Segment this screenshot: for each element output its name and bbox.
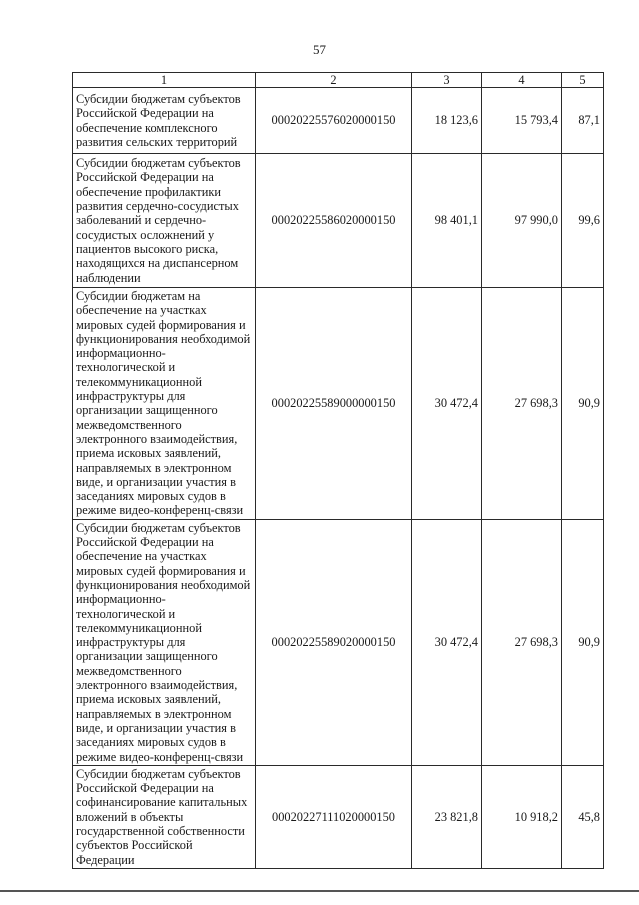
budget-table <box>72 72 604 869</box>
row-name: Субсидии бюджетам субъектов Российской Федерации на обеспечение профилактики развития сердечно-сосудистых заболеваний и сердечно-сосудистых осложнений у пациентов высокого риска, находящихся на диспансерном наблюдении <box>73 154 256 288</box>
row-code: 00020225589000000150 <box>256 288 412 520</box>
row-actual: 15 793,4 <box>482 88 562 154</box>
row-actual: 27 698,3 <box>482 519 562 765</box>
row-percent: 99,6 <box>562 154 604 288</box>
row-percent: 90,9 <box>562 288 604 520</box>
row-planned: 30 472,4 <box>412 519 482 765</box>
row-code: 00020225589020000150 <box>256 519 412 765</box>
table-header <box>73 73 604 88</box>
row-actual: 97 990,0 <box>482 154 562 288</box>
row-name: Субсидии бюджетам субъектов Российской Федерации на софинансирование капитальных вложений в объекты государственной собственности субъектов Российской Федерации <box>73 765 256 868</box>
row-planned: 18 123,6 <box>412 88 482 154</box>
row-planned: 30 472,4 <box>412 288 482 520</box>
header-row <box>73 73 604 88</box>
table-row <box>73 154 604 288</box>
row-actual: 27 698,3 <box>482 288 562 520</box>
table-row <box>73 519 604 765</box>
column-header-4: 4 <box>482 73 562 88</box>
column-header-3: 3 <box>412 73 482 88</box>
row-code: 00020225586020000150 <box>256 154 412 288</box>
page-number: 57 <box>313 42 326 57</box>
table-row <box>73 288 604 520</box>
column-header-1: 1 <box>73 73 256 88</box>
row-planned: 98 401,1 <box>412 154 482 288</box>
row-name: Субсидии бюджетам субъектов Российской Федерации на обеспечение комплексного развития сельских территорий <box>73 88 256 154</box>
table-row <box>73 765 604 868</box>
row-percent: 90,9 <box>562 519 604 765</box>
row-code: 00020225576020000150 <box>256 88 412 154</box>
row-name: Субсидии бюджетам субъектов Российской Федерации на обеспечение на участках мировых судей формирования и функционирования необходимой информационно-технологической и телекоммуникационной инфраструктуры для организации защищенного межведомственного электронного взаимодействия, приема исковых заявлений, направляемых в электронном виде, и организации участия в заседаниях мировых судов в режиме видео-конференц-связи <box>73 519 256 765</box>
row-percent: 87,1 <box>562 88 604 154</box>
row-code: 00020227111020000150 <box>256 765 412 868</box>
table-row <box>73 88 604 154</box>
row-percent: 45,8 <box>562 765 604 868</box>
column-header-5: 5 <box>562 73 604 88</box>
row-actual: 10 918,2 <box>482 765 562 868</box>
row-name: Субсидии бюджетам на обеспечение на участках мировых судей формирования и функционирования необходимой информационно-технологической и телекоммуникационной инфраструктуры для организации защищенного межведомственного электронного взаимодействия, приема исковых заявлений, направляемых в электронном виде, и организации участия в заседаниях мировых судов в режиме видео-конференц-связи <box>73 288 256 520</box>
page-bottom-divider <box>0 890 639 892</box>
row-planned: 23 821,8 <box>412 765 482 868</box>
table-body <box>73 88 604 869</box>
column-header-2: 2 <box>256 73 412 88</box>
